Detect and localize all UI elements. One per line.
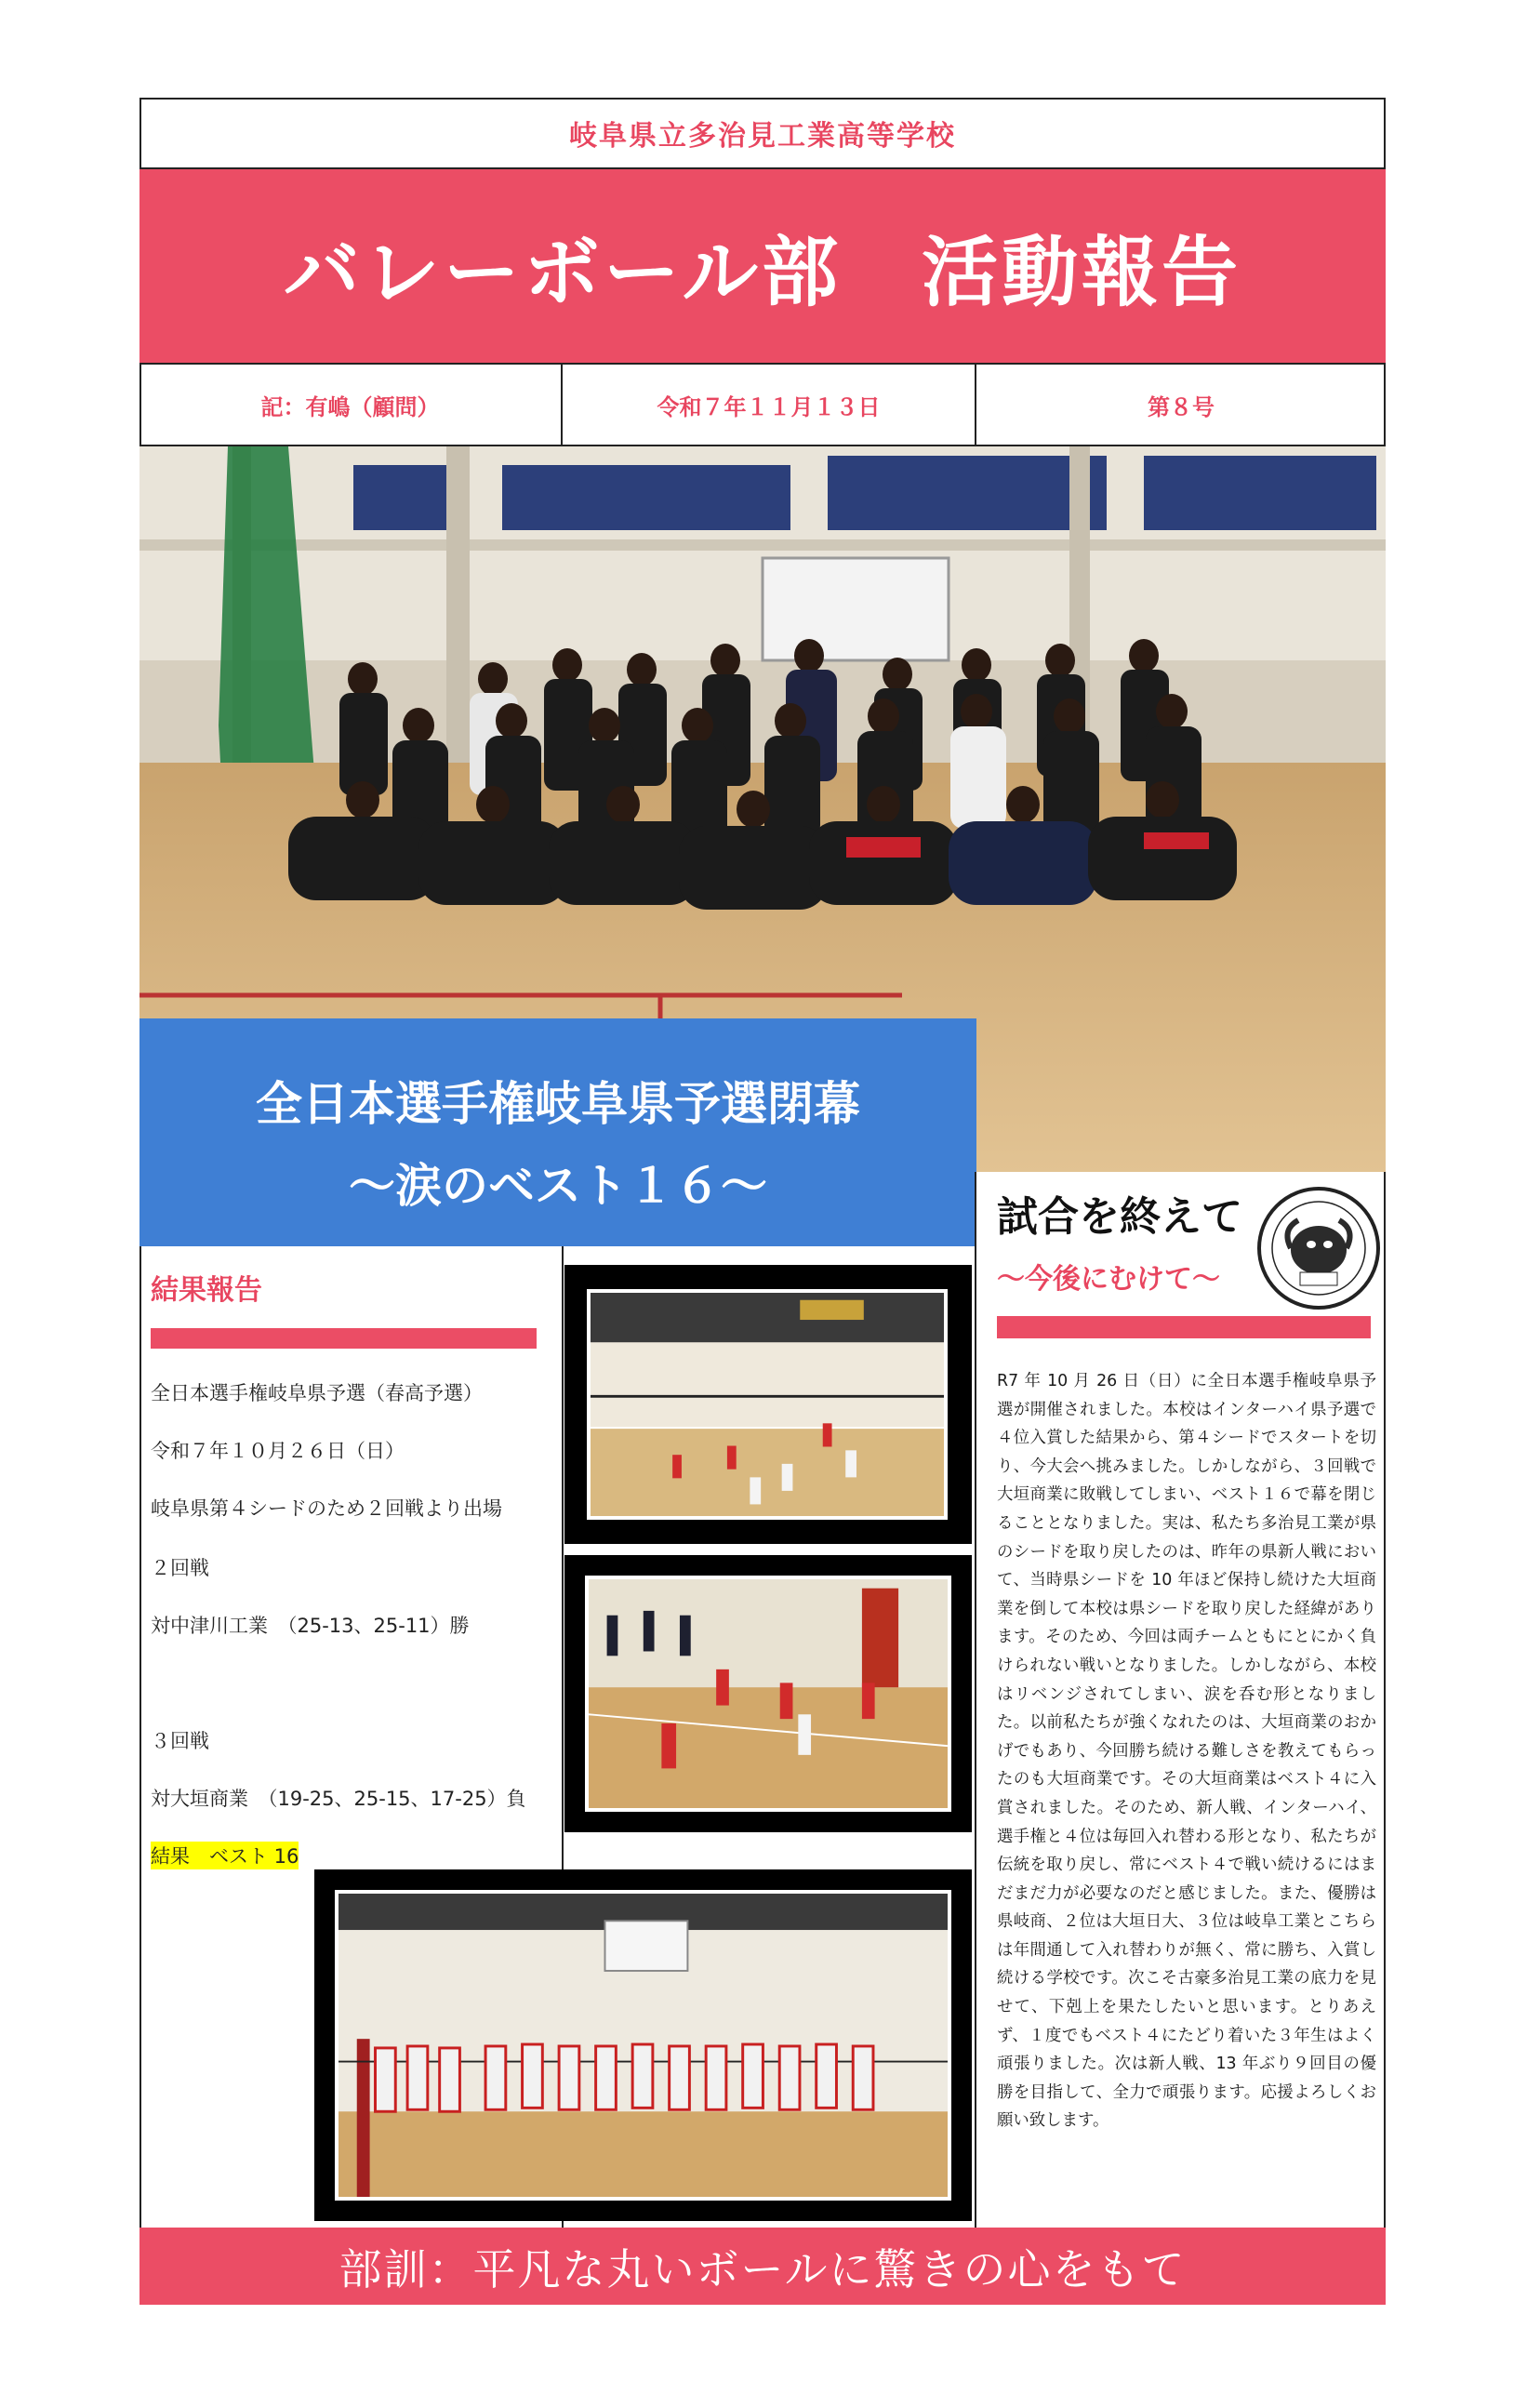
sidebar-subtitle: ～今後にむけて～ bbox=[997, 1263, 1220, 1296]
issue-date: 令和７年１１月１３日 bbox=[563, 365, 976, 446]
result-line: 岐阜県第４シードのため２回戦より出場 bbox=[151, 1497, 502, 1520]
match-photo-1 bbox=[587, 1289, 948, 1520]
final-result: 結果 ベスト 16 bbox=[151, 1842, 299, 1869]
club-motto: 部訓：平凡な丸いボールに驚きの心をもて bbox=[139, 2228, 1386, 2305]
school-name: 岐阜県立多治見工業高等学校 bbox=[139, 98, 1386, 169]
sidebar-title-underline bbox=[997, 1316, 1371, 1338]
match-photo-3 bbox=[335, 1890, 951, 2201]
page-title: バレーボール部 活動報告 bbox=[139, 169, 1386, 365]
match-photo-frame-2 bbox=[564, 1555, 972, 1832]
result-line: ２回戦 bbox=[151, 1557, 209, 1579]
column-divider-right bbox=[975, 1172, 976, 2228]
headline-line2: ～涙のベスト１６～ bbox=[349, 1159, 767, 1213]
result-line: 全日本選手権岐阜県予選（春高予選） bbox=[151, 1382, 483, 1404]
match-photo-2 bbox=[585, 1576, 951, 1812]
result-line: 対中津川工業 （25-13、25-11）勝 bbox=[151, 1615, 470, 1637]
results-title-underline bbox=[151, 1328, 537, 1349]
author-label: 記：有嶋（顧問） bbox=[139, 365, 563, 446]
headline-line1: 全日本選手権岐阜県予選閉幕 bbox=[256, 1077, 860, 1131]
match-photo-frame-3 bbox=[314, 1869, 972, 2221]
club-seal bbox=[1254, 1183, 1384, 1313]
sidebar-title: 試合を終えて bbox=[997, 1193, 1242, 1241]
result-line: 対大垣商業 （19-25、25-15、17-25）負 bbox=[151, 1788, 526, 1810]
match-photo-frame-1 bbox=[564, 1265, 972, 1544]
headline-box bbox=[139, 1018, 976, 1246]
issue-number: 第８号 bbox=[976, 365, 1386, 446]
result-line: 令和７年１０月２６日（日） bbox=[151, 1440, 405, 1462]
results-title: 結果報告 bbox=[151, 1274, 262, 1307]
result-line: ３回戦 bbox=[151, 1730, 209, 1752]
sidebar-article: R7 年 10 月 26 日（日）に全日本選手権岐阜県予選が開催されました。本校はインターハイ県予選で４位入賞した結果から、第４シードでスタートを切り、今大会へ挑みました。しかしながら、３回戦で大垣商業に敗戦してしまい、ベスト１６で幕を閉じることとなりました。実は、私たち多治見工業が県のシードを取り戻したのは、昨年の県新人戦において、当時県シードを 10 年ほど保持し続けた大垣商業を倒して本校は県シードを取り戻した経緯があります。そのため、今回は両チームともにとにかく負けられない戦いとなりました。しかしながら、本校はリベンジされてしまい、涙を呑む形となりました。以前私たちが強くなれたのは、大垣商業のおかげでもあり、今回勝ち続ける難しさを教えてもらったのも大垣商業です。その大垣商業はベスト４に入賞されました。そのため、新人戦、インターハイ、選手権と４位は毎回入れ替わる形となり、私たちが伝統を取り戻し、常にベスト４で戦い続けるにはまだまだ力が必要なのだと感じました。また、優勝は県岐商、２位は大垣日大、３位は岐阜工業とこちらは年間通して入れ替わりが無く、常に勝ち、入賞し続ける学校です。次こそ古豪多治見工業の底力を見せて、下剋上を果たしたいと思います。とりあえず、１度でもベスト４にたどり着いた３年生はよく頑張りました。次は新人戦、13 年ぶり９回目の優勝を目指して、全力で頑張ります。応援よろしくお願い致します。 bbox=[997, 1372, 1376, 2131]
